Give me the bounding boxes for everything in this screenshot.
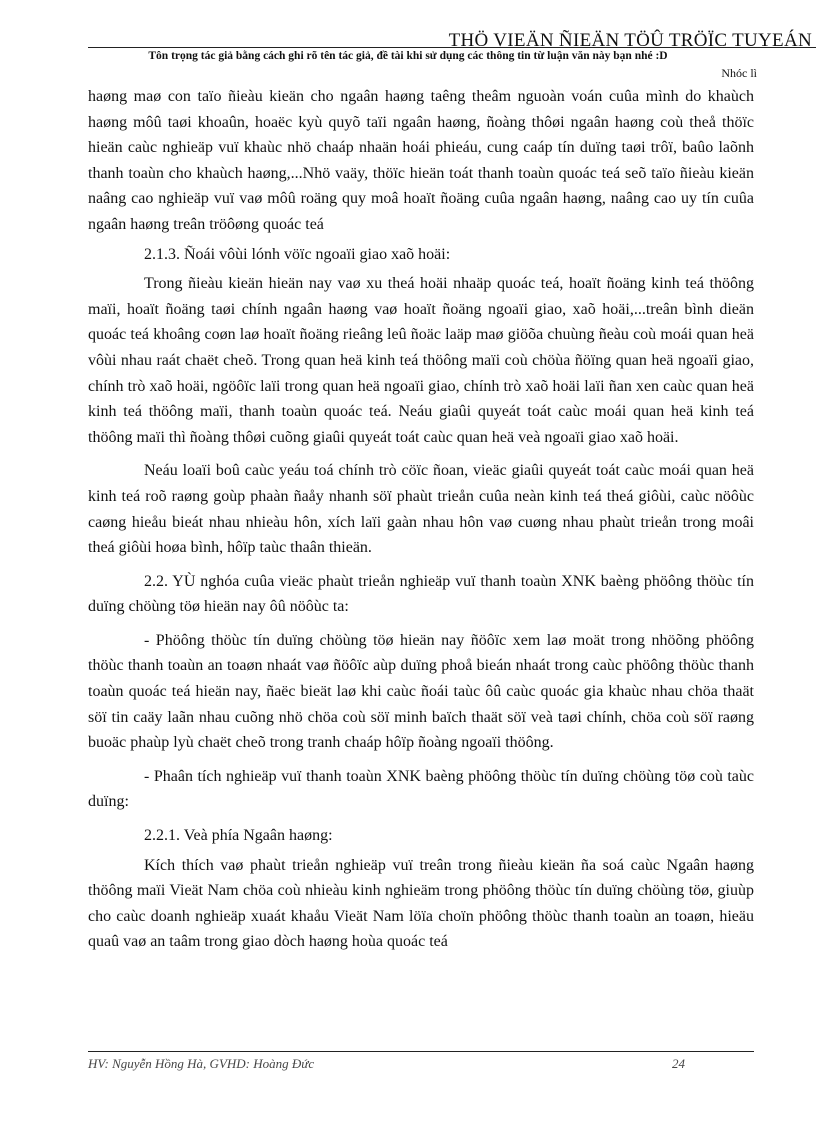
page-number: 24 bbox=[672, 1056, 685, 1071]
section-heading-2-2: 2.2. YÙ nghóa cuûa vieäc phaùt trieån nghieäp vuï thanh toaùn XNK baèng phöông thöùc tín duïng chöùng töø hieän nay ôû nöôùc ta: bbox=[88, 572, 754, 616]
header-author: Nhóc lì bbox=[721, 66, 757, 80]
bullet-paragraph-2: - Phaân tích nghieäp vuï thanh toaùn XNK baèng phöông thöùc tín duïng chöùng töø coù taùc duïng: bbox=[88, 767, 754, 811]
bullet-paragraph-1: - Phöông thöùc tín duïng chöùng töø hieän nay ñöôïc xem laø moät trong nhöõng phöông thöùc thanh toaùn an toaøn nhaát vaø ñöôïc aùp duïng phoå bieán nhaát trong caùc phöông thöùc thanh toaùn quoác teá hieän nay, ñaëc bieät laø khi caùc ñoái taùc ôû caùc quoác gia khaùc nhau chöa thaät söï tin caäy laãn nhau cuõng nhö chöa coù söï minh baïch thaät söï veà taøi chính, chöa coù söï raøng buoäc phaùp lyù chaët cheõ trong tranh chaáp hôïp ñoàng ngoaïi thöông. bbox=[88, 631, 754, 752]
paragraph-continued: haøng maø con taïo ñieàu kieän cho ngaân haøng taêng theâm nguoàn voán cuûa mình do khaùch haøng môû taøi khoaûn, hoaëc kyù quyõ taïi ngaân haøng, ñoàng thôøi ngaân haøng coù theå thöïc hieän caùc nghieäp vuï khaùc nhö chaáp nhaän hoái phieáu, cung caáp tín duïng taøi trôï, baûo laõnh thanh toaùn cho khaùch haøng,...Nhö vaäy, thöïc hieän toát thanh toaùn quoác teá seõ taïo ñieàu kieän naâng cao nghieäp vuï vaø môû roäng quy moâ hoaït ñoäng cuûa ngaân haøng, naâng cao uy tín cuûa ngaân haøng treân tröôøng quoác teá bbox=[88, 88, 754, 233]
document-body bbox=[88, 84, 754, 955]
section-heading-2-1-3: 2.1.3. Ñoái vôùi lónh vöïc ngoaïi giao xaõ hoäi: bbox=[144, 245, 451, 263]
header-title: THÖ VIEÄN ÑIEÄN TÖÛ TRÖÏC TUYEÁN bbox=[448, 30, 812, 51]
section-heading-2-2-1: 2.2.1. Veà phía Ngaân haøng: bbox=[144, 827, 333, 845]
paragraph-diplomacy: Trong ñieàu kieän hieän nay vaø xu theá hoäi nhaäp quoác teá, hoaït ñoäng kinh teá thöông maïi, hoaït ñoäng taøi chính ngaân haøng vaø hoaït ñoäng ngoaïi giao, xaõ hoäi,...treân bình dieän quoác teá khoâng coøn laø hoaït ñoäng rieâng leû ñoäc laäp maø giöõa chuùng ñeàu coù moái quan heä vôùi nhau raát chaët cheõ. Trong quan heä kinh teá thöông maïi coù chöùa ñöïng quan heä ngoaïi giao, chính trò xaõ hoäi, ngöôïc laïi trong quan heä ngoaïi giao, chính trò xaõ hoäi laïi ñan xen caùc quan heä kinh teá thöông maïi, thanh toaùn quoác teá. Neáu giaûi quyeát toát caùc moái quan heä kinh teá thöông maïi thì ñoàng thôøi cuõng giaûi quyeát toát caùc quan heä veà ngoaïi giao xaõ hoäi. bbox=[88, 275, 754, 446]
paragraph-bank: Kích thích vaø phaùt trieån nghieäp vuï treân trong ñieàu kieän ña soá caùc Ngaân haøng thöông maïi Vieät Nam chöa coù nhieàu kinh nghieäm trong phöông thöùc tín duïng chöùng töø, giuùp cho caùc doanh nghieäp xuaát khaåu Vieät Nam löïa choïn phöông thöùc thanh toaùn an toaøn, hieäu quaû vaø an taâm trong giao dòch haøng hoùa quoác teá bbox=[88, 856, 754, 951]
paragraph-politics: Neáu loaïi boû caùc yeáu toá chính trò cöïc ñoan, vieäc giaûi quyeát toát caùc moái quan heä kinh teá roõ raøng goùp phaàn ñaåy nhanh söï phaùt trieån cuûa neàn kinh teá theá giôùi, caùc nöôùc caøng hieåu bieát nhau nhieàu hôn, xích laïi gaàn nhau hôn vaø cuøng nhau phaùt trieån trong moâi theá giôùi hoøa bình, hôïp taùc thaân thieän. bbox=[88, 462, 754, 557]
header-divider bbox=[88, 47, 816, 48]
footer-divider bbox=[88, 1051, 754, 1052]
footer-author-info: HV: Nguyễn Hồng Hà, GVHD: Hoàng Đức bbox=[88, 1056, 315, 1071]
header-note: Tôn trọng tác giả bằng cách ghi rõ tên tác giả, đề tài khi sử dụng các thông tin từ luận văn này bạn nhé :D bbox=[148, 50, 668, 62]
